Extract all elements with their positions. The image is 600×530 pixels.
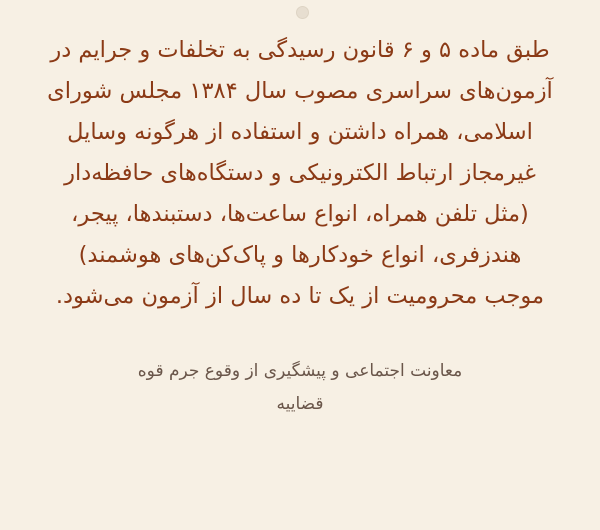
signature-block [46, 355, 554, 421]
notice-paragraph: طبق ماده ۵ و ۶ قانون رسیدگی به تخلفات و جرایم در آزمون‌های سراسری مصوب سال ۱۳۸۴ مجلس شورای اسلامی، همراه داشتن و استفاده از هرگونه وسایل غیرمجاز ارتباط الکترونیکی و دستگاه‌های حافظه‌دار (مثل تلفن همراه، انواع ساعت‌ها، دستبندها، پیجر، هندزفری، انواع خودکارها و پاک‌کن‌های هوشمند) موجب محرومیت از یک تا ده سال از آزمون می‌شود. [47, 37, 553, 309]
paragraph-spacer [46, 317, 554, 355]
decorative-dot-icon [296, 6, 309, 19]
signature-line-2: قضاییه [276, 394, 324, 414]
signature-line-1: معاونت اجتماعی و پیشگیری از وقوع جرم قوه [137, 361, 463, 381]
